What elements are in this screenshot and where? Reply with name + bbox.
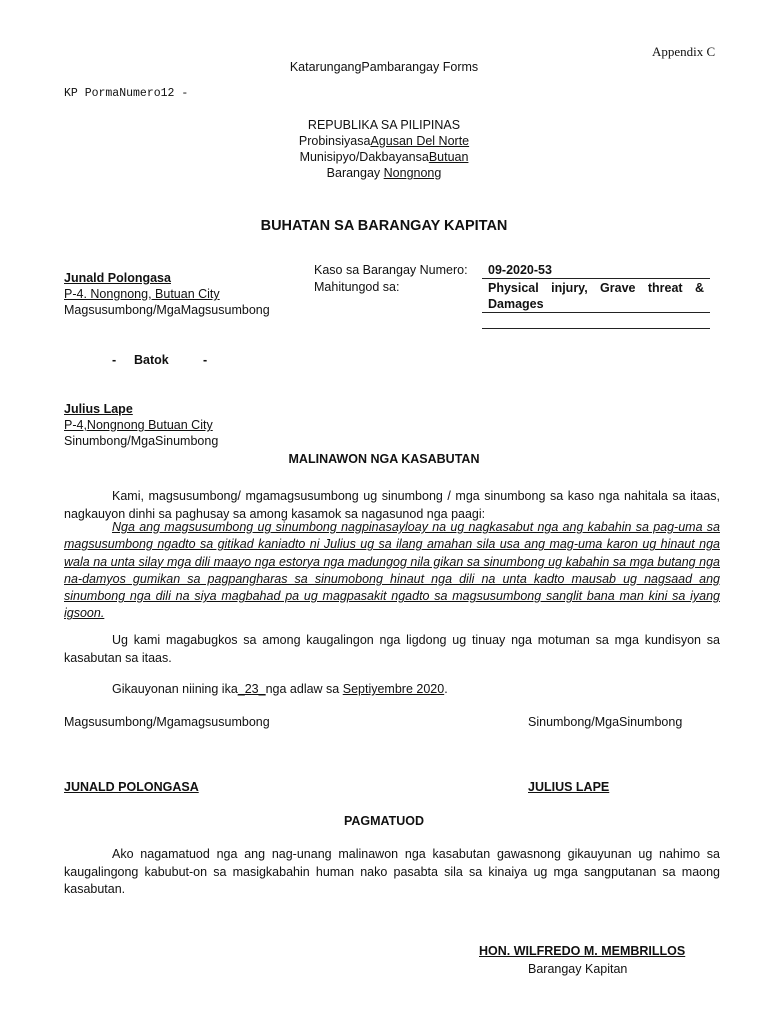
province-line <box>0 134 768 148</box>
agreed-day: _23_ <box>237 682 266 696</box>
case-subject-value: Physical injury, Grave threat & Damages <box>488 281 704 311</box>
barangay-label: Barangay <box>326 166 384 180</box>
municipality-label: Munisipyo/Dakbayansa <box>299 150 429 164</box>
respondent-address: P-4,Nongnong Butuan City <box>64 418 213 432</box>
agreed-mid: nga adlaw sa <box>265 682 343 696</box>
barangay-line <box>0 166 768 180</box>
province-value: Agusan Del Norte <box>370 134 470 148</box>
barangay-value: Nongnong <box>383 166 442 180</box>
agreed-suffix: . <box>444 682 448 696</box>
case-subject-rule-2 <box>482 328 710 329</box>
signature-left-role: Magsusumbong/Mgamagsusumbong <box>64 715 270 729</box>
agreement-terms: Nga ang magsusumbong ug sinumbong nagpinasayloay na ug nagkasabut nga ang kabahin sa pag-uma sa magsusumbong ngadto sa gitikad kaniadto ni Julius ug sa ilang amahan sila usa ang mag-uma karon ug hinaut nga wala na unta silay mga dili maayo nga estorya nga madungog nila gikan sa sinumbong ug kabahin sa mga butang nga na-damyos gumikan sa pagpangharas sa sinumobong hinaut nga dili na unta kadto mausab ug nagsaad ang sinumbong nga dili na siya magbahad pa ug magpasakit ngadto sa magsusumbong sanglit bana man kini sa iyang igsoon. <box>64 520 720 621</box>
form-number: KP PormaNumero12 - <box>64 87 189 100</box>
signature-right-name: JULIUS LAPE <box>528 780 610 794</box>
case-number-rule <box>482 278 710 279</box>
case-number-label: Kaso sa Barangay Numero: <box>314 263 468 277</box>
agreed-prefix: Gikauyonan niining ika <box>112 682 238 696</box>
signature-right-role: Sinumbong/MgaSinumbong <box>528 715 683 729</box>
forms-title: KatarungangPambarangay Forms <box>289 60 479 74</box>
complainant-role: Magsusumbong/MgaMagsusumbong <box>64 303 270 317</box>
versus-dash-left: - <box>112 353 117 367</box>
attestation-title: PAGMATUOD <box>343 814 425 828</box>
respondent-name: Julius Lape <box>64 402 133 416</box>
agreement-intro: Kami, magsusumbong/ mgamagsusumbong ug sinumbong / mga sinumbong sa kaso nga nahitala sa itaas, nagkauyon dinhi sa paghusay sa among kasamok sa nagasunod nga paagi: <box>64 489 720 521</box>
republic-heading: REPUBLIKA SA PILIPINAS <box>307 118 461 132</box>
respondent-role: Sinumbong/MgaSinumbong <box>64 434 219 448</box>
attestation-text: Ako nagamatuod nga ang nag-unang malinawon nga kasabutan gawasnong gikauyunan ug nahimo sa kaugalingong kabubut-on sa masigkabahin human nako pasabta sila sa kinaiya ug mga sangputanan sa maong kasabutan. <box>64 847 720 896</box>
complainant-address: P-4. Nongnong, Butuan City <box>64 287 220 301</box>
signature-left-name: JUNALD POLONGASA <box>64 780 199 794</box>
agreement-title: MALINAWON NGA KASABUTAN <box>288 452 480 466</box>
province-label: Probinsiyasa <box>298 134 371 148</box>
agreed-date: Septiyembre 2020 <box>342 682 445 696</box>
agreement-date-line <box>112 682 448 696</box>
agreement-binding: Ug kami magabugkos sa among kaugalingon nga ligdong ug tinuay nga motuman sa mga kundisyon sa kasabutan sa itaas. <box>64 633 720 665</box>
complainant-name: Junald Polongasa <box>64 271 171 285</box>
municipality-line <box>0 150 768 164</box>
case-subject-rule <box>482 312 710 313</box>
case-number-value: 09-2020-53 <box>488 263 552 277</box>
versus-dash-right: - <box>203 353 208 367</box>
official-name: HON. WILFREDO M. MEMBRILLOS <box>479 944 686 958</box>
versus-label: Batok <box>134 353 169 367</box>
official-title: Barangay Kapitan <box>528 962 628 976</box>
appendix-label: Appendix C <box>652 44 716 59</box>
case-subject-label: Mahitungod sa: <box>314 280 400 294</box>
office-title: BUHATAN SA BARANGAY KAPITAN <box>260 218 508 234</box>
municipality-value: Butuan <box>428 150 469 164</box>
